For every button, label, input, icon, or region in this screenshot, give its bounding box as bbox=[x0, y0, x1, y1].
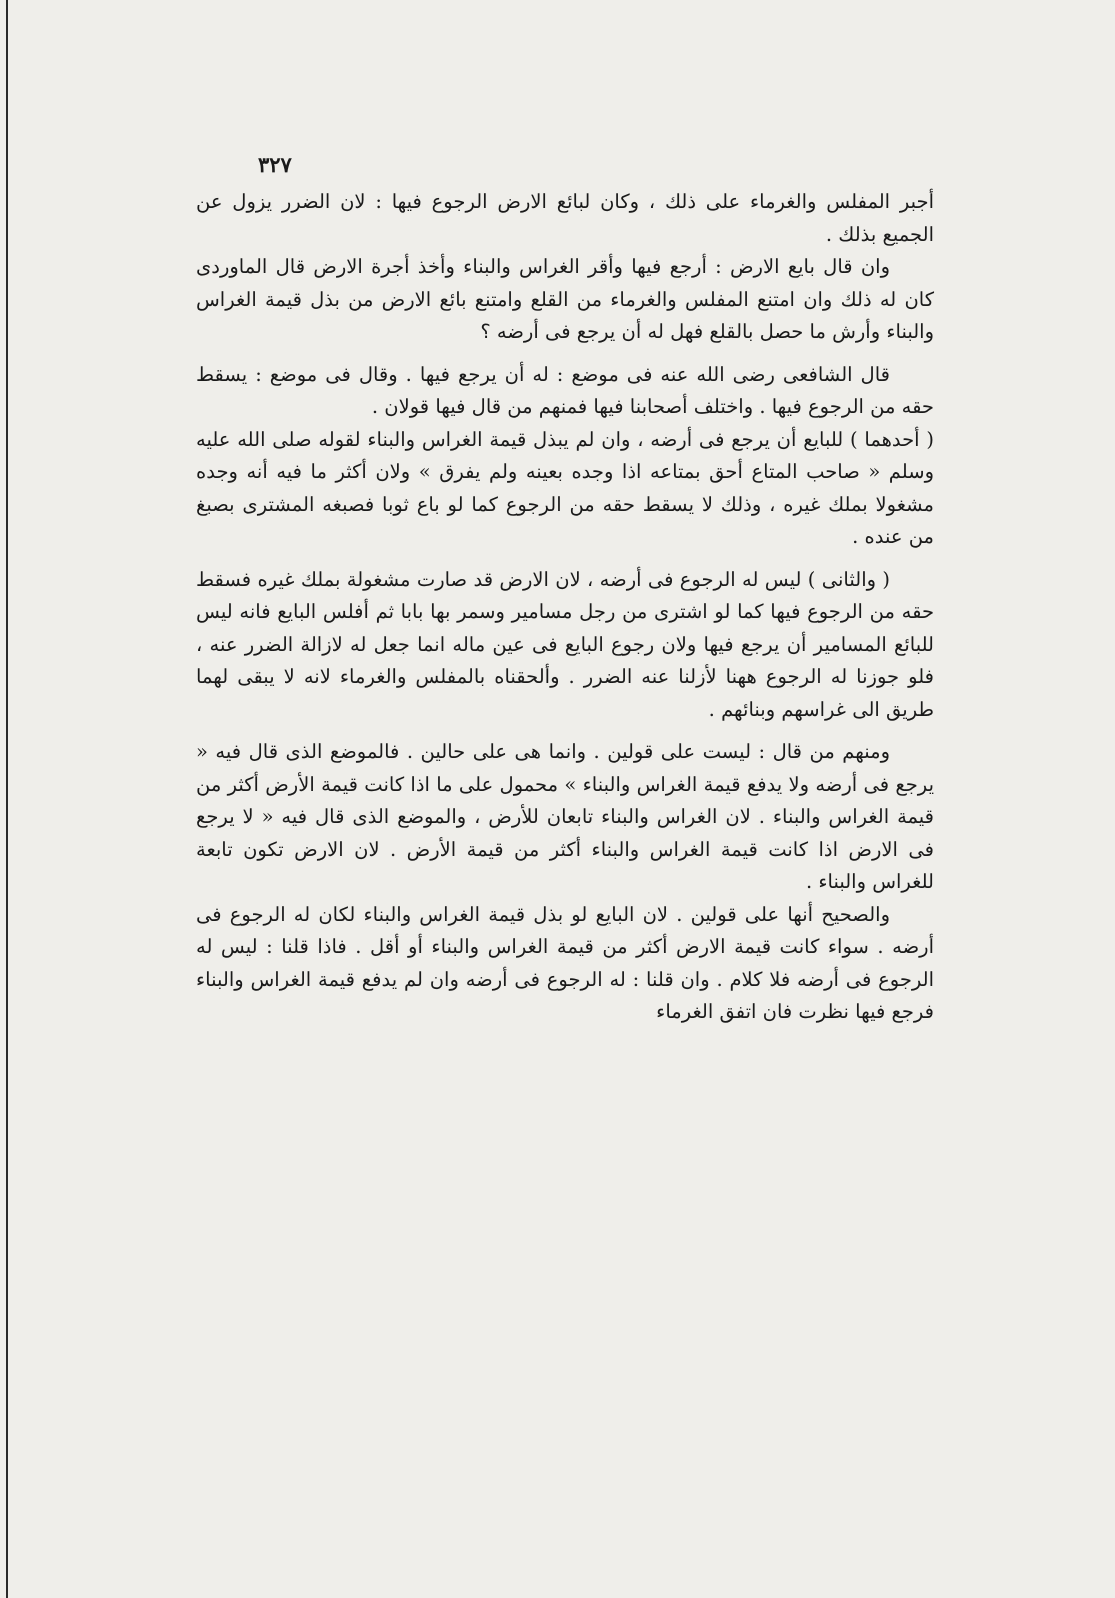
page-edge-line bbox=[6, 0, 8, 1598]
paragraph-1: أجبر المفلس والغرماء على ذلك ، وكان لبائع الارض الرجوع فيها : لان الضرر يزول عن الجميع بذلك . bbox=[196, 190, 934, 246]
paragraph-7: والصحيح أنها على قولين . لان البايع لو بذل قيمة الغراس والبناء لكان له الرجوع فى أرضه . سواء كانت قيمة الارض أكثر من قيمة الغراس والبناء أو أقل . فاذا قلنا : ليس له الرجوع فى أرضه فلا كلام . وان قلنا : له الرجوع فى أرضه وان لم يدفع قيمة الغراس والبناء فرجع فيها نظرت فان اتفق الغرماء bbox=[196, 902, 934, 1023]
paragraph-4: ( أحدهما ) للبايع أن يرجع فى أرضه ، وان لم يبذل قيمة الغراس والبناء لقوله صلى الله عليه وسلم « صاحب المتاع أحق بمتاعه اذا وجده بعينه ولم يفرق » ولان أكثر ما فيه أنه وجده مشغولا بملك غيره ، وذلك لا يسقط حقه من الرجوع كما لو باع ثوبا فصبغه المشترى بصبغ من عنده . bbox=[196, 427, 934, 548]
body-text bbox=[196, 186, 934, 1029]
page-number: ٣٢٧ bbox=[258, 152, 292, 177]
paragraph-3: قال الشافعى رضى الله عنه فى موضع : له أن يرجع فيها . وقال فى موضع : يسقط حقه من الرجوع فيها . واختلف أصحابنا فيها فمنهم من قال فيها قولان . bbox=[196, 362, 934, 418]
paragraph-2: وان قال بايع الارض : أرجع فيها وأقر الغراس والبناء وأخذ أجرة الارض قال الماوردى كان له ذلك وان امتنع المفلس والغرماء من القلع وامتنع بائع الارض من بذل قيمة الغراس والبناء وأرش ما حصل بالقلع فهل له أن يرجع فى أرضه ؟ bbox=[196, 255, 934, 343]
paragraph-5: ( والثانى ) ليس له الرجوع فى أرضه ، لان الارض قد صارت مشغولة بملك غيره فسقط حقه من الرجوع فيها كما لو اشترى من رجل مسامير وسمر بها بابا ثم أفلس البايع فانه ليس للبائع المسامير أن يرجع فيها ولان رجوع البايع فى عين ماله انما جعل له لازالة الضرر عنه ، فلو جوزنا له الرجوع ههنا لأزلنا عنه الضرر . وألحقناه بالمفلس والغرماء لانه لا يبقى لهما طريق الى غراسهم وبنائهم . bbox=[196, 567, 934, 721]
paragraph-6: ومنهم من قال : ليست على قولين . وانما هى على حالين . فالموضع الذى قال فيه « يرجع فى أرضه ولا يدفع قيمة الغراس والبناء » محمول على ما اذا كانت قيمة الأرض أكثر من قيمة الغراس والبناء . لان الغراس والبناء تابعان للأرض ، والموضع الذى قال فيه « لا يرجع فى الارض اذا كانت قيمة الغراس والبناء أكثر من قيمة الأرض . لان الارض تكون تابعة للغراس والبناء . bbox=[196, 740, 934, 893]
